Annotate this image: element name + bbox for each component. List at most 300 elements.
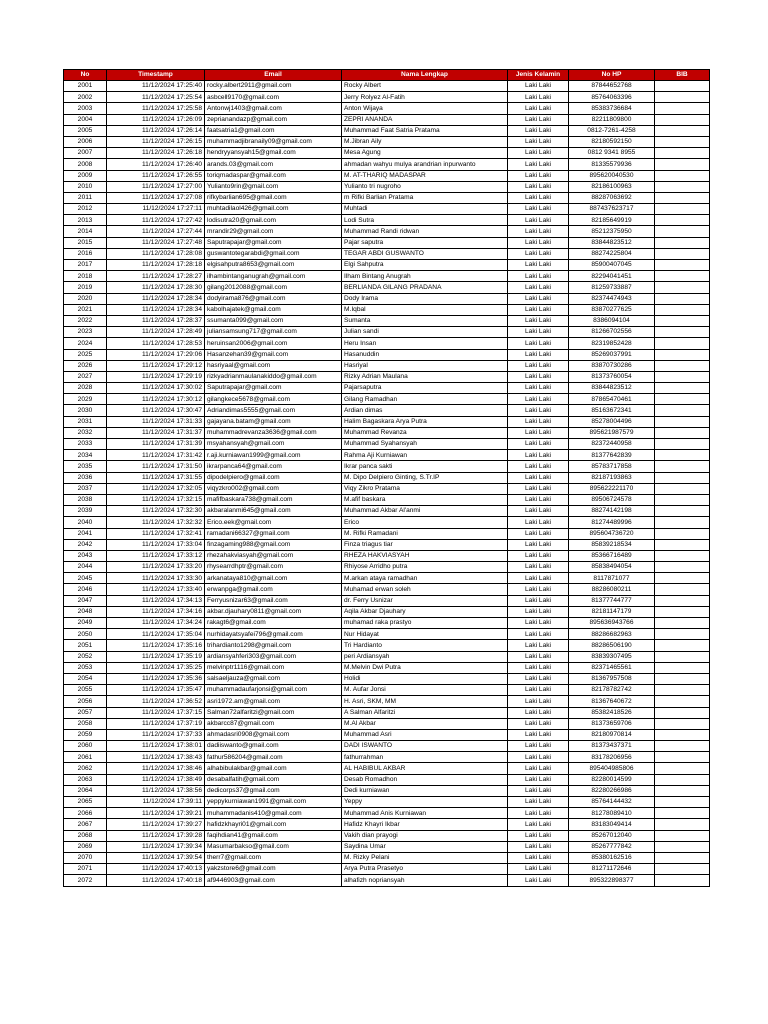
cell-bib [655, 595, 710, 606]
table-row [64, 673, 710, 684]
cell-jenis-kelamin: Laki Laki [508, 528, 569, 539]
table-row [64, 595, 710, 606]
cell-bib [655, 293, 710, 304]
cell-nama: A Salman Alfaritzi [342, 707, 508, 718]
cell-email: dodyirama876@gmail.com [205, 293, 342, 304]
cell-nama: M.Jibran Aily [342, 136, 508, 147]
cell-no: 2013 [64, 215, 107, 226]
cell-nama: Sumanta [342, 315, 508, 326]
cell-no-hp: 83844823512 [569, 383, 655, 394]
cell-timestamp: 11/12/2024 17:30:02 [107, 383, 205, 394]
cell-bib [655, 852, 710, 863]
cell-no-hp: 85764063396 [569, 92, 655, 103]
cell-timestamp: 11/12/2024 17:31:55 [107, 472, 205, 483]
table-row [64, 763, 710, 774]
cell-bib [655, 774, 710, 785]
cell-no-hp: 85383736684 [569, 103, 655, 114]
table-row [64, 528, 710, 539]
cell-nama: Hasriyal [342, 360, 508, 371]
cell-nama: ZEPRI ANANDA [342, 114, 508, 125]
cell-no: 2005 [64, 125, 107, 136]
table-row [64, 785, 710, 796]
table-row [64, 819, 710, 830]
cell-no: 2059 [64, 729, 107, 740]
cell-timestamp: 11/12/2024 17:28:27 [107, 271, 205, 282]
cell-no: 2033 [64, 439, 107, 450]
cell-timestamp: 11/12/2024 17:38:46 [107, 763, 205, 774]
cell-jenis-kelamin: Laki Laki [508, 360, 569, 371]
cell-timestamp: 11/12/2024 17:28:53 [107, 338, 205, 349]
cell-jenis-kelamin: Laki Laki [508, 282, 569, 293]
cell-jenis-kelamin: Laki Laki [508, 92, 569, 103]
table-body [64, 81, 710, 887]
cell-bib [655, 282, 710, 293]
cell-timestamp: 11/12/2024 17:28:18 [107, 260, 205, 271]
cell-no: 2004 [64, 114, 107, 125]
cell-timestamp: 11/12/2024 17:38:56 [107, 785, 205, 796]
cell-no: 2011 [64, 192, 107, 203]
table-row [64, 506, 710, 517]
cell-jenis-kelamin: Laki Laki [508, 181, 569, 192]
cell-email: viqyzkro002@gmail.com [205, 483, 342, 494]
cell-email: akbar.djauhary0811@gmail.com [205, 606, 342, 617]
cell-no: 2030 [64, 405, 107, 416]
table-row [64, 808, 710, 819]
cell-bib [655, 315, 710, 326]
cell-email: muhammadjibranaily09@gmail.com [205, 136, 342, 147]
cell-jenis-kelamin: Laki Laki [508, 763, 569, 774]
cell-no-hp: 82187193863 [569, 472, 655, 483]
cell-no: 2007 [64, 148, 107, 159]
cell-email: akbarcc87@gmail.com [205, 718, 342, 729]
cell-jenis-kelamin: Laki Laki [508, 618, 569, 629]
cell-nama: Muhammad Asri [342, 729, 508, 740]
cell-nama: alhafizh nopriansyah [342, 875, 508, 886]
cell-email: hasriyaal@gmail.com [205, 360, 342, 371]
cell-no: 2016 [64, 248, 107, 259]
cell-timestamp: 11/12/2024 17:26:18 [107, 148, 205, 159]
cell-no: 2032 [64, 427, 107, 438]
cell-timestamp: 11/12/2024 17:26:40 [107, 159, 205, 170]
cell-email: melvinptr1116@gmail.com [205, 662, 342, 673]
cell-jenis-kelamin: Laki Laki [508, 539, 569, 550]
cell-no-hp: 81271172646 [569, 864, 655, 875]
cell-bib [655, 383, 710, 394]
cell-no: 2046 [64, 584, 107, 595]
cell-no-hp: 85267777842 [569, 841, 655, 852]
table-row [64, 338, 710, 349]
cell-no: 2069 [64, 841, 107, 852]
cell-timestamp: 11/12/2024 17:27:00 [107, 181, 205, 192]
cell-timestamp: 11/12/2024 17:31:50 [107, 461, 205, 472]
cell-jenis-kelamin: Laki Laki [508, 774, 569, 785]
cell-no-hp: 83870730286 [569, 360, 655, 371]
cell-no-hp: 85269037991 [569, 349, 655, 360]
cell-jenis-kelamin: Laki Laki [508, 293, 569, 304]
cell-jenis-kelamin: Laki Laki [508, 595, 569, 606]
cell-bib [655, 841, 710, 852]
cell-email: arands.03@gmail.com [205, 159, 342, 170]
cell-no: 2012 [64, 204, 107, 215]
cell-no-hp: 81367640672 [569, 696, 655, 707]
table-row [64, 125, 710, 136]
cell-jenis-kelamin: Laki Laki [508, 841, 569, 852]
cell-no: 2028 [64, 383, 107, 394]
cell-nama: Ardian dimas [342, 405, 508, 416]
cell-email: muhtadilaol426@gmail.com [205, 204, 342, 215]
cell-jenis-kelamin: Laki Laki [508, 427, 569, 438]
cell-nama: Rocky Albert [342, 81, 508, 92]
table-row [64, 103, 710, 114]
cell-timestamp: 11/12/2024 17:26:55 [107, 170, 205, 181]
cell-email: Salman72alfaritzi@gmail.com [205, 707, 342, 718]
cell-email: alhabibulakbar@gmail.com [205, 763, 342, 774]
cell-no-hp: 81377642839 [569, 450, 655, 461]
cell-nama: Halim Bagaskara Arya Putra [342, 416, 508, 427]
cell-email: faatsatria1@gmail.com [205, 125, 342, 136]
cell-nama: H. Asri, SKM, MM [342, 696, 508, 707]
cell-jenis-kelamin: Laki Laki [508, 450, 569, 461]
cell-email: elgisahputra8653@gmail.com [205, 260, 342, 271]
cell-timestamp: 11/12/2024 17:40:18 [107, 875, 205, 886]
cell-jenis-kelamin: Laki Laki [508, 864, 569, 875]
cell-timestamp: 11/12/2024 17:25:58 [107, 103, 205, 114]
cell-no: 2027 [64, 371, 107, 382]
cell-email: gilangkece5678@gmail.com [205, 394, 342, 405]
cell-nama: Muhamad erwan soleh [342, 584, 508, 595]
cell-nama: Hasanuddin [342, 349, 508, 360]
cell-timestamp: 11/12/2024 17:31:42 [107, 450, 205, 461]
cell-nama: Muhammad Akbar Al'anmi [342, 506, 508, 517]
cell-timestamp: 11/12/2024 17:29:06 [107, 349, 205, 360]
cell-bib [655, 338, 710, 349]
cell-no-hp: 8117871077 [569, 573, 655, 584]
cell-jenis-kelamin: Laki Laki [508, 584, 569, 595]
cell-bib [655, 785, 710, 796]
cell-bib [655, 136, 710, 147]
cell-bib [655, 662, 710, 673]
header-email: Email [205, 70, 342, 81]
cell-timestamp: 11/12/2024 17:29:12 [107, 360, 205, 371]
cell-nama: Arya Putra Prasetyo [342, 864, 508, 875]
cell-bib [655, 763, 710, 774]
cell-nama: Vakih dian prayogi [342, 830, 508, 841]
cell-jenis-kelamin: Laki Laki [508, 830, 569, 841]
cell-no: 2065 [64, 797, 107, 808]
cell-no-hp: 895636943766 [569, 618, 655, 629]
table-row [64, 405, 710, 416]
cell-jenis-kelamin: Laki Laki [508, 808, 569, 819]
cell-bib [655, 304, 710, 315]
cell-no: 2037 [64, 483, 107, 494]
cell-no-hp: 85380162516 [569, 852, 655, 863]
cell-jenis-kelamin: Laki Laki [508, 629, 569, 640]
cell-timestamp: 11/12/2024 17:40:13 [107, 864, 205, 875]
cell-jenis-kelamin: Laki Laki [508, 304, 569, 315]
cell-nama: Rahma Aji Kurniawan [342, 450, 508, 461]
cell-timestamp: 11/12/2024 17:34:16 [107, 606, 205, 617]
cell-jenis-kelamin: Laki Laki [508, 494, 569, 505]
cell-bib [655, 215, 710, 226]
cell-email: toriqmadaspar@gmail.com [205, 170, 342, 181]
cell-no: 2047 [64, 595, 107, 606]
table-row [64, 304, 710, 315]
cell-jenis-kelamin: Laki Laki [508, 103, 569, 114]
cell-bib [655, 797, 710, 808]
table-row [64, 327, 710, 338]
cell-jenis-kelamin: Laki Laki [508, 327, 569, 338]
cell-nama: Desab Romadhon [342, 774, 508, 785]
cell-timestamp: 11/12/2024 17:38:49 [107, 774, 205, 785]
cell-email: dipodelpiero@gmail.com [205, 472, 342, 483]
cell-email: dadiiswanto@gmail.com [205, 741, 342, 752]
table-row [64, 539, 710, 550]
cell-bib [655, 81, 710, 92]
cell-bib [655, 92, 710, 103]
cell-email: desabalfatih@gmail.com [205, 774, 342, 785]
cell-no: 2058 [64, 718, 107, 729]
table-row [64, 416, 710, 427]
table-row [64, 707, 710, 718]
cell-email: trihardianto1298@gmail.com [205, 640, 342, 651]
cell-no-hp: 83844823512 [569, 237, 655, 248]
cell-nama: TEGAR ABDI GUSWANTO [342, 248, 508, 259]
cell-bib [655, 729, 710, 740]
cell-timestamp: 11/12/2024 17:39:28 [107, 830, 205, 841]
cell-no: 2024 [64, 338, 107, 349]
cell-email: gajayana.batam@gmail.com [205, 416, 342, 427]
table-row [64, 315, 710, 326]
cell-timestamp: 11/12/2024 17:34:24 [107, 618, 205, 629]
cell-no-hp: 82185649919 [569, 215, 655, 226]
cell-timestamp: 11/12/2024 17:27:11 [107, 204, 205, 215]
cell-jenis-kelamin: Laki Laki [508, 517, 569, 528]
cell-bib [655, 103, 710, 114]
cell-timestamp: 11/12/2024 17:38:43 [107, 752, 205, 763]
table-row [64, 260, 710, 271]
cell-no: 2001 [64, 81, 107, 92]
cell-jenis-kelamin: Laki Laki [508, 606, 569, 617]
cell-no-hp: 81278089410 [569, 808, 655, 819]
cell-timestamp: 11/12/2024 17:30:47 [107, 405, 205, 416]
cell-email: guswantotegarabdi@gmail.com [205, 248, 342, 259]
table-row [64, 192, 710, 203]
cell-timestamp: 11/12/2024 17:27:44 [107, 226, 205, 237]
cell-email: heruinsan2006@gmail.com [205, 338, 342, 349]
cell-no: 2061 [64, 752, 107, 763]
cell-no-hp: 895621987579 [569, 427, 655, 438]
cell-no: 2044 [64, 562, 107, 573]
cell-email: Erico.eek@gmail.com [205, 517, 342, 528]
cell-no-hp: 81373760054 [569, 371, 655, 382]
header-nama-lengkap: Nama Lengkap [342, 70, 508, 81]
table-row [64, 841, 710, 852]
cell-jenis-kelamin: Laki Laki [508, 640, 569, 651]
table-row [64, 450, 710, 461]
cell-no-hp: 88274142198 [569, 506, 655, 517]
table-row [64, 573, 710, 584]
table-row [64, 383, 710, 394]
cell-email: rakagt6@gmail.com [205, 618, 342, 629]
table-row [64, 293, 710, 304]
cell-no-hp: 82280266986 [569, 785, 655, 796]
cell-bib [655, 439, 710, 450]
cell-bib [655, 819, 710, 830]
table-row [64, 618, 710, 629]
cell-email: Saputrapajar@gmail.com [205, 383, 342, 394]
cell-timestamp: 11/12/2024 17:27:08 [107, 192, 205, 203]
cell-email: akbaralanmi645@gmail.com [205, 506, 342, 517]
cell-nama: Jerry Rolyez Al-Fatih [342, 92, 508, 103]
table-row [64, 685, 710, 696]
cell-email: muhammadaufarjonsi@gmail.com [205, 685, 342, 696]
cell-jenis-kelamin: Laki Laki [508, 696, 569, 707]
cell-email: kabolhajatek@gmail.com [205, 304, 342, 315]
cell-timestamp: 11/12/2024 17:39:27 [107, 819, 205, 830]
table-row [64, 562, 710, 573]
cell-no-hp: 85764144432 [569, 797, 655, 808]
cell-bib [655, 271, 710, 282]
cell-bib [655, 226, 710, 237]
cell-bib [655, 550, 710, 561]
cell-timestamp: 11/12/2024 17:39:54 [107, 852, 205, 863]
cell-nama: M. Rifki Ramadani [342, 528, 508, 539]
cell-nama: M.Iqbal [342, 304, 508, 315]
cell-timestamp: 11/12/2024 17:28:34 [107, 304, 205, 315]
table-row [64, 92, 710, 103]
cell-jenis-kelamin: Laki Laki [508, 383, 569, 394]
cell-timestamp: 11/12/2024 17:32:30 [107, 506, 205, 517]
cell-jenis-kelamin: Laki Laki [508, 148, 569, 159]
cell-no: 2067 [64, 819, 107, 830]
cell-bib [655, 539, 710, 550]
cell-no-hp: 887437623717 [569, 204, 655, 215]
cell-no: 2003 [64, 103, 107, 114]
cell-nama: BERLIANDA GILANG PRADANA [342, 282, 508, 293]
cell-no: 2070 [64, 852, 107, 863]
cell-nama: Mesa Agung [342, 148, 508, 159]
cell-timestamp: 11/12/2024 17:35:36 [107, 673, 205, 684]
cell-email: yeppykurniawan1991@gmail.com [205, 797, 342, 808]
cell-bib [655, 517, 710, 528]
cell-jenis-kelamin: Laki Laki [508, 662, 569, 673]
cell-jenis-kelamin: Laki Laki [508, 472, 569, 483]
cell-email: nurhidayatsyafei796@gmail.com [205, 629, 342, 640]
cell-nama: Yulianto tri nugroho [342, 181, 508, 192]
cell-email: msyahansyah@gmail.com [205, 439, 342, 450]
cell-no-hp: 81373659706 [569, 718, 655, 729]
cell-email: asri1972.am@gmail.com [205, 696, 342, 707]
cell-bib [655, 181, 710, 192]
cell-no-hp: 82319852428 [569, 338, 655, 349]
cell-timestamp: 11/12/2024 17:28:49 [107, 327, 205, 338]
cell-email: ramadani66327@gmail.com [205, 528, 342, 539]
cell-timestamp: 11/12/2024 17:34:13 [107, 595, 205, 606]
cell-no: 2053 [64, 662, 107, 673]
cell-jenis-kelamin: Laki Laki [508, 260, 569, 271]
cell-no-hp: 895322898377 [569, 875, 655, 886]
cell-no: 2062 [64, 763, 107, 774]
cell-bib [655, 148, 710, 159]
table-row [64, 159, 710, 170]
cell-no-hp: 88287063692 [569, 192, 655, 203]
header-jenis-kelamin: Jenis Kelamin [508, 70, 569, 81]
cell-email: mrandir29@gmail.com [205, 226, 342, 237]
cell-nama: M.arkan ataya ramadhan [342, 573, 508, 584]
cell-nama: m Rifki Barlian Pratama [342, 192, 508, 203]
table-row [64, 181, 710, 192]
cell-jenis-kelamin: Laki Laki [508, 371, 569, 382]
header-row [64, 70, 710, 81]
cell-timestamp: 11/12/2024 17:27:42 [107, 215, 205, 226]
table-row [64, 271, 710, 282]
registration-table [63, 69, 710, 887]
cell-bib [655, 371, 710, 382]
cell-bib [655, 618, 710, 629]
cell-email: r.aji.kurniawan1999@gmail.com [205, 450, 342, 461]
cell-email: dedicorps37@gmail.com [205, 785, 342, 796]
cell-no-hp: 81274489996 [569, 517, 655, 528]
cell-jenis-kelamin: Laki Laki [508, 852, 569, 863]
cell-no-hp: 85366716489 [569, 550, 655, 561]
cell-bib [655, 494, 710, 505]
cell-bib [655, 159, 710, 170]
cell-nama: Pajarsaputra [342, 383, 508, 394]
cell-timestamp: 11/12/2024 17:35:19 [107, 651, 205, 662]
cell-no-hp: 81373437371 [569, 741, 655, 752]
cell-email: rhysearrdhptr@gmail.com [205, 562, 342, 573]
cell-no: 2009 [64, 170, 107, 181]
cell-timestamp: 11/12/2024 17:35:16 [107, 640, 205, 651]
cell-bib [655, 685, 710, 696]
cell-nama: Heru Insan [342, 338, 508, 349]
cell-nama: Ilham Bintang Anugrah [342, 271, 508, 282]
header-no-hp: No HP [569, 70, 655, 81]
cell-no: 2064 [64, 785, 107, 796]
cell-no-hp: 81367957508 [569, 673, 655, 684]
cell-jenis-kelamin: Laki Laki [508, 81, 569, 92]
cell-no-hp: 83183049414 [569, 819, 655, 830]
cell-jenis-kelamin: Laki Laki [508, 439, 569, 450]
cell-timestamp: 11/12/2024 17:31:37 [107, 427, 205, 438]
cell-no-hp: 82294041451 [569, 271, 655, 282]
cell-email: fathur586204@gmail.com [205, 752, 342, 763]
cell-no-hp: 85838494054 [569, 562, 655, 573]
cell-jenis-kelamin: Laki Laki [508, 651, 569, 662]
cell-no: 2026 [64, 360, 107, 371]
cell-email: muhammadanis410@gmail.com [205, 808, 342, 819]
cell-email: rizkyadrianmaulanakiddo@gmail.com [205, 371, 342, 382]
cell-email: finzagaming988@gmail.com [205, 539, 342, 550]
cell-email: Hasanzehan39@gmail.com [205, 349, 342, 360]
cell-jenis-kelamin: Laki Laki [508, 338, 569, 349]
cell-bib [655, 360, 710, 371]
cell-email: Masumarbakso@gmail.com [205, 841, 342, 852]
cell-nama: fathurrahman [342, 752, 508, 763]
cell-email: gilang2012088@gmail.com [205, 282, 342, 293]
cell-nama: Erico [342, 517, 508, 528]
cell-no: 2029 [64, 394, 107, 405]
cell-no-hp: 82180592150 [569, 136, 655, 147]
cell-jenis-kelamin: Laki Laki [508, 248, 569, 259]
cell-bib [655, 640, 710, 651]
cell-timestamp: 11/12/2024 17:29:19 [107, 371, 205, 382]
cell-nama: M. Rizky Pelani [342, 852, 508, 863]
cell-bib [655, 584, 710, 595]
table-row [64, 394, 710, 405]
cell-bib [655, 673, 710, 684]
cell-no-hp: 82186100963 [569, 181, 655, 192]
